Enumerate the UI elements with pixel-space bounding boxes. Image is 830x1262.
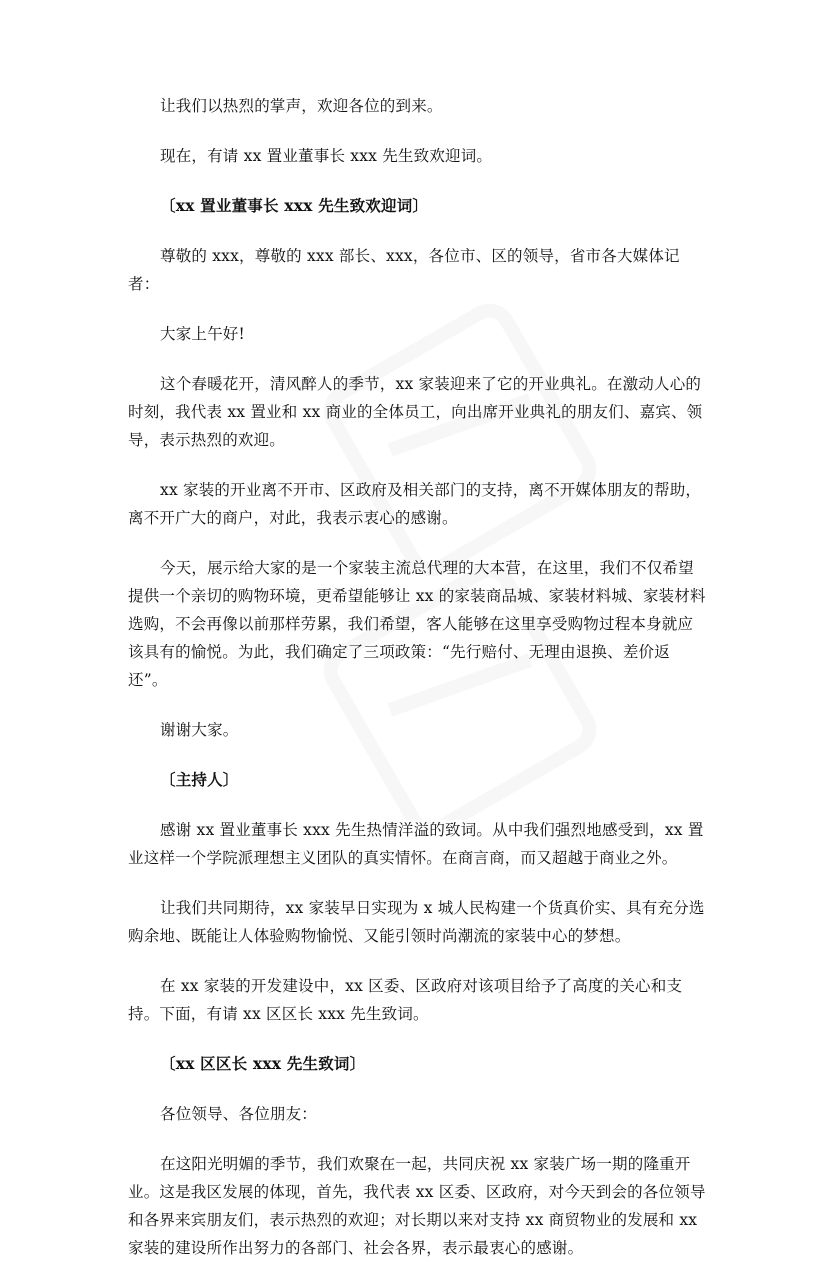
section-heading: 〔xx 区区长 xxx 先生致词〕: [160, 1054, 366, 1073]
paragraph: 现在，有请 xx 置业董事长 xxx 先生致欢迎词。: [160, 147, 493, 165]
section-heading: 〔主持人〕: [160, 770, 239, 789]
paragraph: 在这阳光明媚的季节，我们欢聚在一起，共同庆祝 xx 家装广场一期的隆重开业。这是我区发展的体现，首先，我代表 xx 区委、区政府，对今天到会的各位领导和各界来宾朋友们，表示热烈的欢迎；对长期以来对支持 xx 商贸物业的发展和 xx 家装的建设所作出努力的各部门、社会各界，表示最衷心的感谢。: [128, 1155, 706, 1257]
paragraph: 尊敬的 xxx，尊敬的 xxx 部长、xxx，各位市、区的领导，省市各大媒体记者：: [128, 247, 680, 293]
paragraph: 在 xx 家装的开发建设中，xx 区委、区政府对该项目给予了高度的关心和支持。下面，有请 xx 区区长 xxx 先生致词。: [128, 977, 683, 1023]
paragraph: 各位领导、各位朋友：: [160, 1105, 318, 1123]
section-heading: 〔xx 置业董事长 xxx 先生致欢迎词〕: [160, 196, 429, 215]
paragraph: 让我们共同期待，xx 家装早日实现为 x 城人民构建一个货真价实、具有充分选购余地、既能让人体验购物愉悦、又能引领时尚潮流的家装中心的梦想。: [128, 899, 705, 945]
paragraph: 让我们以热烈的掌声，欢迎各位的到来。: [160, 97, 443, 115]
paragraph: 谢谢大家。: [160, 721, 239, 739]
paragraph: 感谢 xx 置业董事长 xxx 先生热情洋溢的致词。从中我们强烈地感受到，xx 置业这样一个学院派理想主义团队的真实情怀。在商言商，而又超越于商业之外。: [128, 821, 704, 867]
paragraph: xx 家装的开业离不开市、区政府及相关部门的支持，离不开媒体朋友的帮助，离不开广大的商户，对此，我表示衷心的感谢。: [128, 481, 702, 527]
paragraph: 今天，展示给大家的是一个家装主流总代理的大本营，在这里，我们不仅希望提供一个亲切的购物环境，更希望能够让 xx 的家装商品城、家装材料城、家装材料选购，不会再像以前那样劳累，我们希望，客人能够在这里享受购物过程本身就应该具有的愉悦。为此，我们确定了三项政策：“先行赔付、无理由退换、差价返还”。: [128, 559, 706, 689]
paragraph: 大家上午好!: [160, 325, 245, 343]
paragraph: 这个春暖花开，清风醉人的季节，xx 家装迎来了它的开业典礼。在激动人心的时刻，我代表 xx 置业和 xx 商业的全体员工，向出席开业典礼的朋友们、嘉宾、领导，表示热烈的欢迎。: [128, 375, 703, 449]
document-body: [128, 92, 708, 1262]
